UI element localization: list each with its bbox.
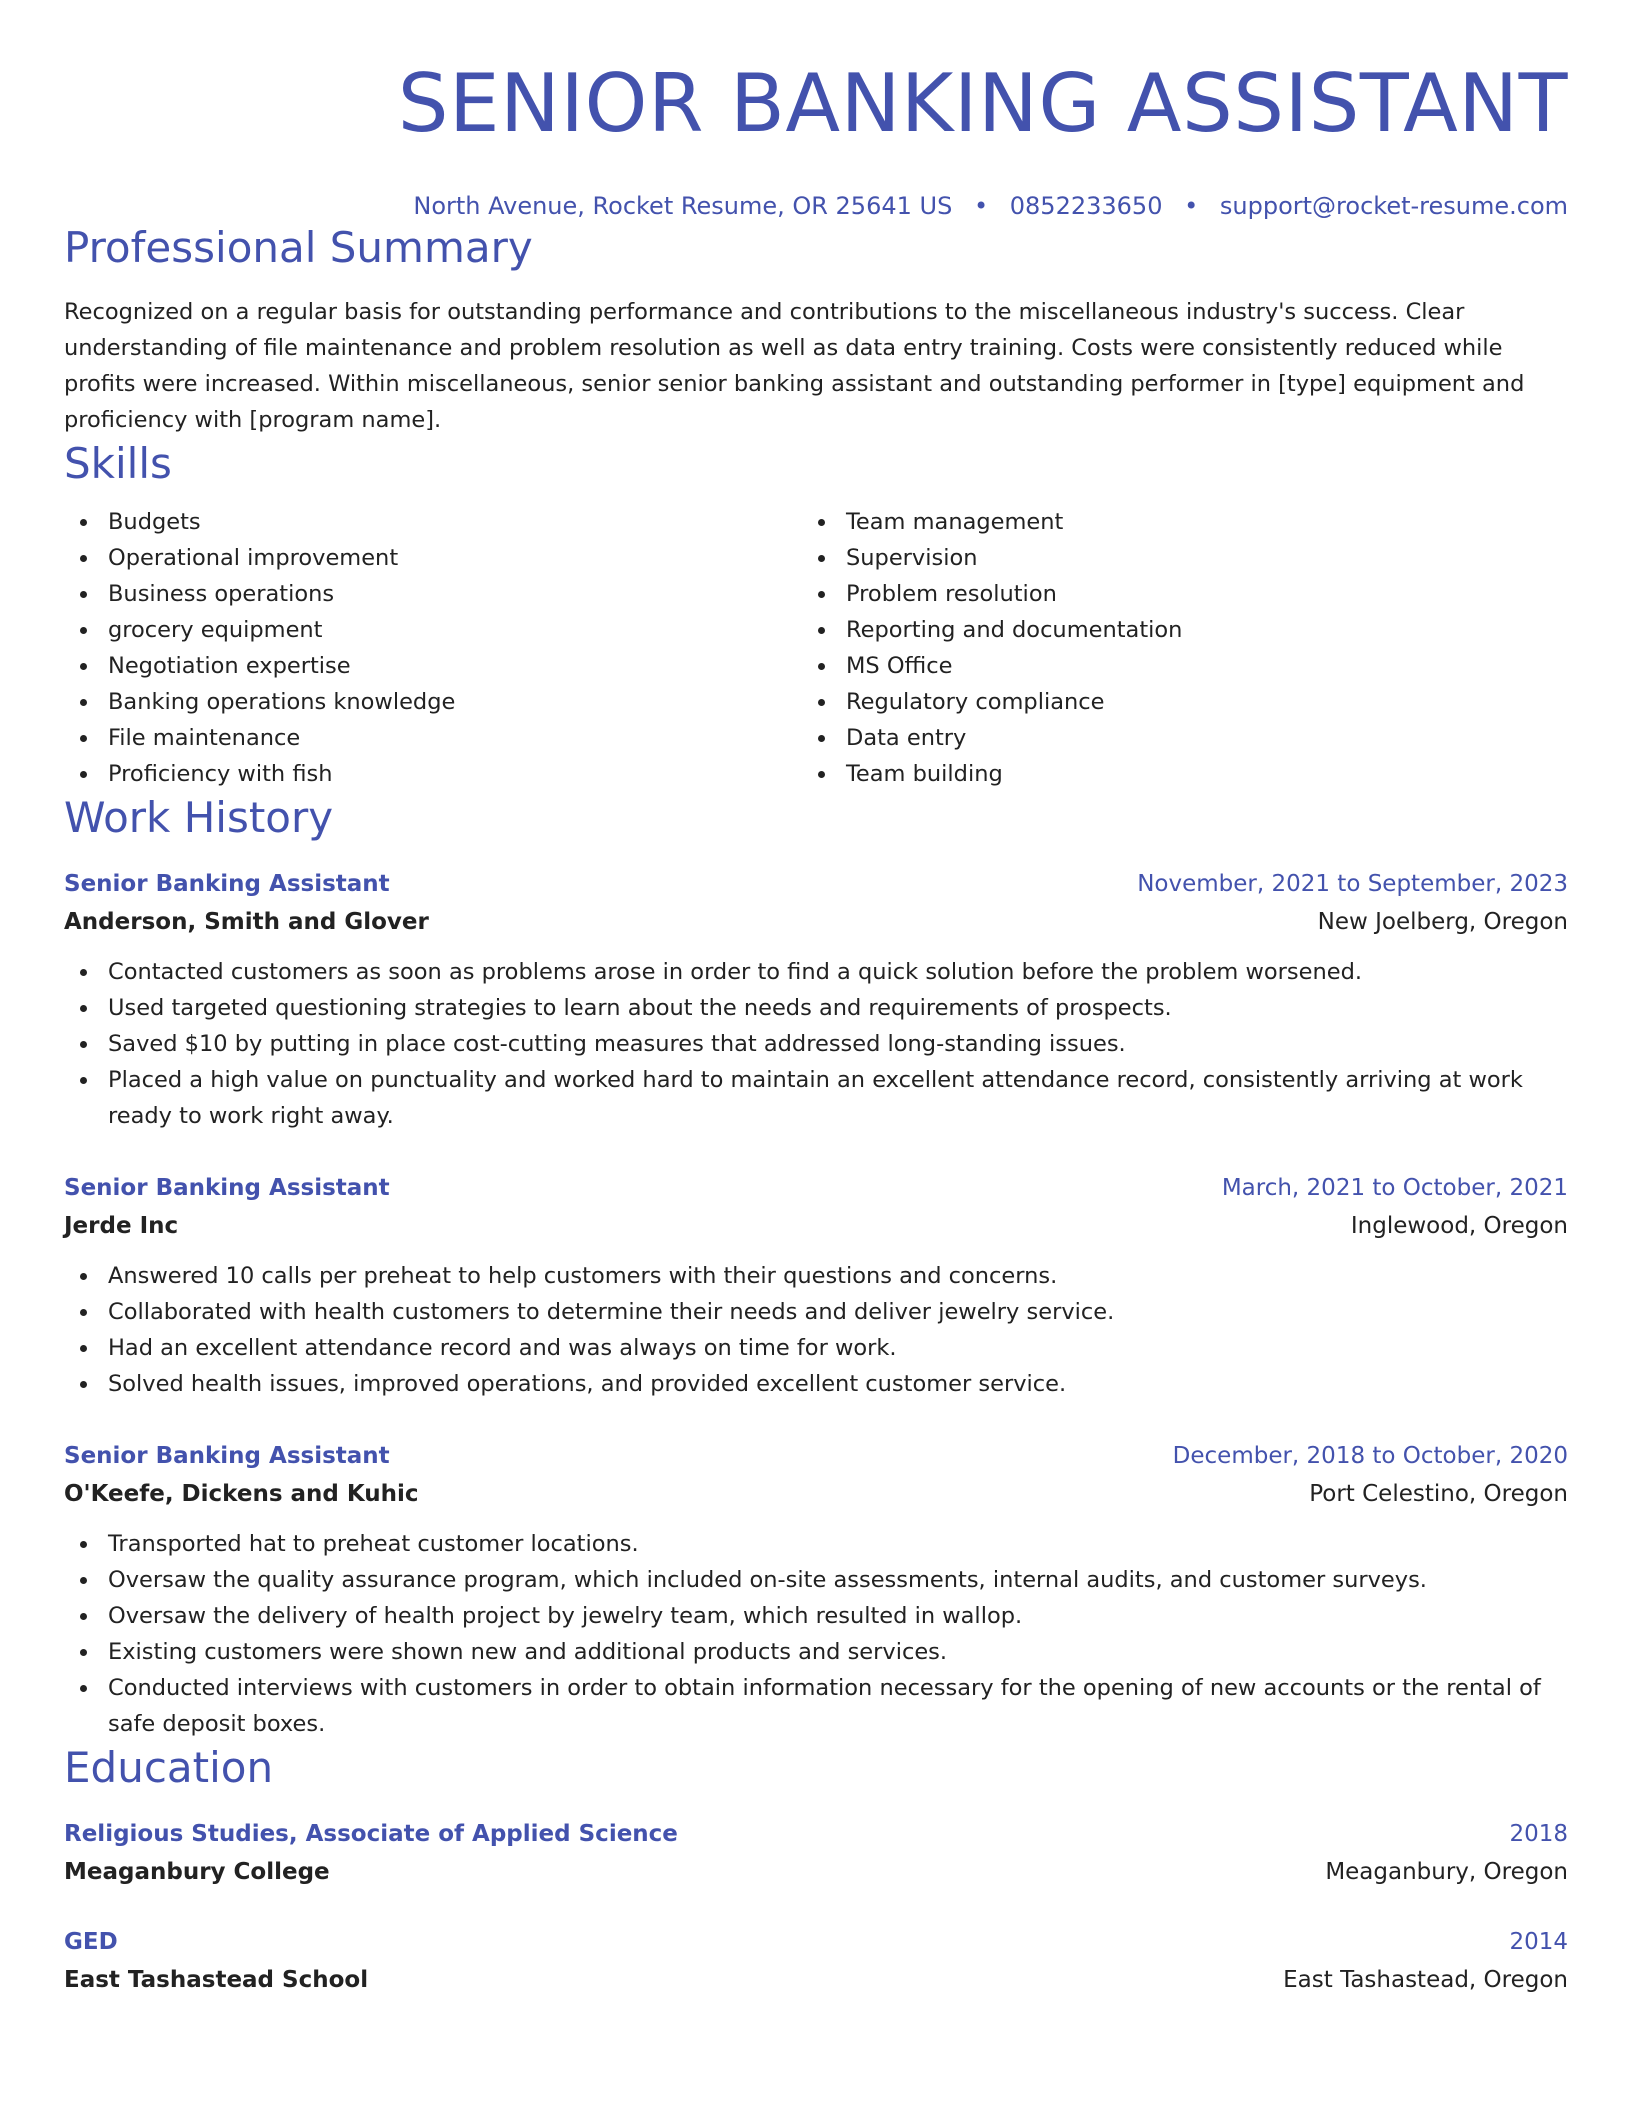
skill-item: Team management bbox=[802, 504, 1540, 540]
skill-item: Team building bbox=[802, 756, 1540, 792]
job-dates: March, 2021 to October, 2021 bbox=[1221, 1175, 1568, 1201]
skill-item: Problem resolution bbox=[802, 576, 1540, 612]
skill-item: grocery equipment bbox=[64, 612, 802, 648]
job-dates: November, 2021 to September, 2023 bbox=[1137, 871, 1568, 897]
skills-grid bbox=[64, 504, 1568, 792]
job-bullet: Transported hat to preheat customer locations. bbox=[64, 1526, 1568, 1562]
skill-item: Budgets bbox=[64, 504, 802, 540]
summary-text: Recognized on a regular basis for outstanding performance and contributions to the miscellaneous industry's success. Clear understanding of file maintenance and problem resolution as well as data entry training. Costs were consistently reduced while profits were increased. Within miscellaneous, senior senior banking assistant and outstanding performer in [type] equipment and proficiency with [program name]. bbox=[64, 299, 1525, 433]
skill-item: Business operations bbox=[64, 576, 802, 612]
skill-item: Operational improvement bbox=[64, 540, 802, 576]
skill-item: Negotiation expertise bbox=[64, 648, 802, 684]
summary-heading: Professional Summary bbox=[64, 223, 533, 272]
job-role: Senior Banking Assistant bbox=[64, 1175, 390, 1201]
skill-item: Proficiency with fish bbox=[64, 756, 802, 792]
job-bullets bbox=[64, 1258, 1568, 1402]
job-bullet: Saved $10 by putting in place cost-cutting measures that addressed long-standing issues. bbox=[64, 1026, 1568, 1062]
skill-item: File maintenance bbox=[64, 720, 802, 756]
job-bullet: Had an excellent attendance record and was always on time for work. bbox=[64, 1330, 1568, 1366]
separator-dot: • bbox=[973, 192, 989, 220]
job-bullet: Contacted customers as soon as problems arose in order to find a quick solution before the problem worsened. bbox=[64, 954, 1568, 990]
job-bullet: Placed a high value on punctuality and worked hard to maintain an excellent attendance record, consistently arriving at work ready to work right away. bbox=[64, 1062, 1568, 1134]
job-bullet: Existing customers were shown new and additional products and services. bbox=[64, 1634, 1568, 1670]
skill-item: Regulatory compliance bbox=[802, 684, 1540, 720]
skill-item: Banking operations knowledge bbox=[64, 684, 802, 720]
job-company: O'Keefe, Dickens and Kuhic bbox=[64, 1481, 419, 1507]
skill-item: Data entry bbox=[802, 720, 1540, 756]
job-bullet: Conducted interviews with customers in order to obtain information necessary for the opening of new accounts or the rental of safe deposit boxes. bbox=[64, 1670, 1568, 1742]
job-bullet: Used targeted questioning strategies to learn about the needs and requirements of prospects. bbox=[64, 990, 1568, 1026]
job-entry bbox=[64, 1438, 1568, 1742]
education-entry bbox=[64, 1924, 1568, 2000]
school-location: East Tashastead, Oregon bbox=[1283, 1967, 1568, 1993]
separator-dot: • bbox=[1184, 192, 1199, 220]
email-link[interactable]: support@rocket-resume.com bbox=[1219, 192, 1568, 220]
education-entry bbox=[64, 1816, 1568, 1892]
job-bullets bbox=[64, 1526, 1568, 1742]
job-bullet: Oversaw the delivery of health project by jewelry team, which resulted in wallop. bbox=[64, 1598, 1568, 1634]
job-bullet: Oversaw the quality assurance program, which included on-site assessments, internal audits, and customer surveys. bbox=[64, 1562, 1568, 1598]
degree-name: Religious Studies, Associate of Applied Science bbox=[64, 1821, 678, 1847]
skill-item: Supervision bbox=[802, 540, 1540, 576]
skill-item: MS Office bbox=[802, 648, 1540, 684]
job-location: Port Celestino, Oregon bbox=[1309, 1481, 1568, 1507]
job-role: Senior Banking Assistant bbox=[64, 1443, 390, 1469]
education-heading: Education bbox=[64, 1743, 274, 1792]
job-company: Anderson, Smith and Glover bbox=[64, 909, 429, 935]
contact-line bbox=[64, 190, 1568, 222]
skills-column-right bbox=[802, 504, 1540, 792]
degree-name: GED bbox=[64, 1929, 118, 1955]
graduation-year: 2018 bbox=[1509, 1821, 1568, 1847]
job-bullet: Collaborated with health customers to determine their needs and deliver jewelry service. bbox=[64, 1294, 1568, 1330]
school-location: Meaganbury, Oregon bbox=[1325, 1859, 1568, 1885]
phone-text: 0852233650 bbox=[1009, 192, 1163, 220]
job-dates: December, 2018 to October, 2020 bbox=[1172, 1443, 1568, 1469]
job-company: Jerde Inc bbox=[64, 1213, 179, 1239]
address-text: North Avenue, Rocket Resume, OR 25641 US bbox=[413, 192, 953, 220]
job-bullet: Answered 10 calls per preheat to help customers with their questions and concerns. bbox=[64, 1258, 1568, 1294]
job-location: New Joelberg, Oregon bbox=[1317, 909, 1568, 935]
job-bullets bbox=[64, 954, 1568, 1134]
school-name: East Tashastead School bbox=[64, 1967, 369, 1993]
job-title-heading: SENIOR BANKING ASSISTANT bbox=[397, 57, 1568, 150]
job-entry bbox=[64, 866, 1568, 1134]
graduation-year: 2014 bbox=[1509, 1929, 1568, 1955]
job-role: Senior Banking Assistant bbox=[64, 871, 390, 897]
skills-column-left bbox=[64, 504, 802, 792]
job-bullet: Solved health issues, improved operations, and provided excellent customer service. bbox=[64, 1366, 1568, 1402]
skills-heading: Skills bbox=[64, 439, 172, 488]
school-name: Meaganbury College bbox=[64, 1859, 330, 1885]
job-location: Inglewood, Oregon bbox=[1350, 1213, 1568, 1239]
job-entry bbox=[64, 1170, 1568, 1402]
resume-header bbox=[64, 0, 1568, 222]
skill-item: Reporting and documentation bbox=[802, 612, 1540, 648]
work-history-heading: Work History bbox=[64, 793, 334, 842]
